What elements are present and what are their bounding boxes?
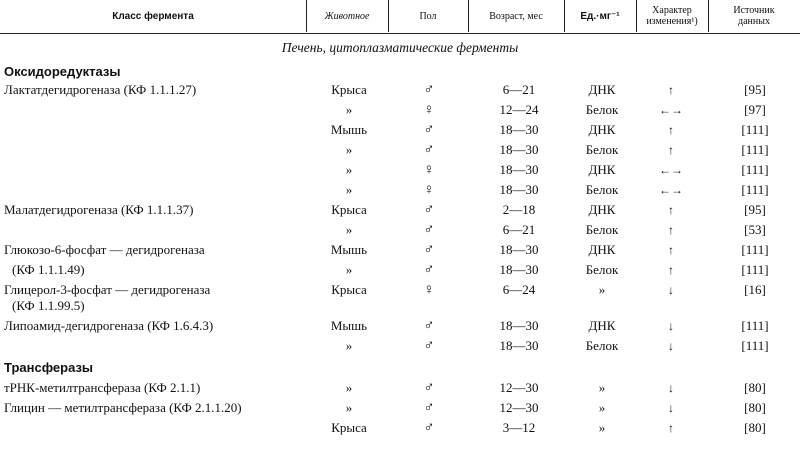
- sex-symbol: ♀: [423, 282, 435, 298]
- header-enzyme-class: Класс фермента: [112, 10, 194, 22]
- table-row: [0, 220, 800, 240]
- unit-cell: Белок: [585, 262, 619, 277]
- header-divider: [468, 0, 469, 32]
- header-divider: [564, 0, 565, 32]
- header-source-line1: Источник: [733, 5, 775, 16]
- age-cell: 18—30: [499, 318, 539, 333]
- age-cell: 2—18: [502, 202, 536, 217]
- sex-symbol: ♂: [423, 142, 435, 158]
- animal-cell: Мышь: [330, 242, 368, 257]
- table-row: [0, 336, 800, 356]
- sex-symbol: ♂: [423, 400, 435, 416]
- sex-symbol: ♂: [423, 242, 435, 258]
- header-change-line1: Характер: [652, 5, 692, 16]
- header-animal: Животное: [324, 10, 370, 22]
- unit-cell: »: [598, 380, 606, 395]
- reference-cell: [111]: [741, 338, 769, 353]
- animal-cell: »: [345, 182, 353, 197]
- animal-cell: »: [345, 338, 353, 353]
- sex-symbol: ♂: [423, 338, 435, 354]
- table-row: [0, 418, 800, 438]
- animal-cell: »: [345, 380, 353, 395]
- reference-cell: [111]: [741, 262, 769, 277]
- reference-cell: [53]: [744, 222, 766, 237]
- unit-cell: »: [598, 400, 606, 415]
- change-arrow-icon: ↓: [668, 401, 674, 415]
- unit-cell: ДНК: [588, 318, 616, 333]
- unit-cell: Белок: [585, 102, 619, 117]
- unit-cell: ДНК: [588, 122, 616, 137]
- sex-symbol: ♂: [423, 318, 435, 334]
- header-divider: [636, 0, 637, 32]
- table-row: [0, 180, 800, 200]
- animal-cell: Крыса: [331, 202, 367, 217]
- sex-symbol: ♂: [423, 380, 435, 396]
- header-bottom-rule: [0, 33, 800, 34]
- change-arrow-icon: ←→: [659, 183, 683, 197]
- enzyme-name: (КФ 1.1.99.5): [12, 298, 85, 313]
- sex-symbol: ♀: [423, 102, 435, 118]
- table-row: [0, 120, 800, 140]
- age-cell: 12—30: [499, 380, 539, 395]
- animal-cell: Мышь: [330, 122, 368, 137]
- enzyme-name: Глицин — метилтрансфераза (КФ 2.1.1.20): [4, 400, 242, 415]
- enzyme-name: Малатдегидрогеназа (КФ 1.1.1.37): [4, 202, 194, 217]
- animal-cell: Мышь: [330, 318, 368, 333]
- animal-cell: »: [345, 142, 353, 157]
- table-row: [0, 316, 800, 336]
- animal-cell: »: [345, 222, 353, 237]
- sex-symbol: ♂: [423, 122, 435, 138]
- header-change: [636, 0, 708, 32]
- enzyme-name: Глюкозо-6-фосфат — дегидрогеназа: [4, 242, 205, 257]
- reference-cell: [111]: [741, 142, 769, 157]
- unit-cell: »: [598, 420, 606, 435]
- reference-cell: [80]: [744, 380, 766, 395]
- animal-cell: »: [345, 102, 353, 117]
- reference-cell: [80]: [744, 420, 766, 435]
- unit-cell: ДНК: [588, 242, 616, 257]
- sex-symbol: ♀: [423, 162, 435, 178]
- table-row: [0, 260, 800, 280]
- animal-cell: Крыса: [331, 282, 367, 297]
- sex-symbol: ♂: [423, 82, 435, 98]
- header-change-line2: изменения¹): [646, 16, 698, 27]
- change-arrow-icon: ↓: [668, 381, 674, 395]
- age-cell: 6—21: [502, 222, 536, 237]
- unit-cell: Белок: [585, 142, 619, 157]
- unit-cell: Белок: [585, 338, 619, 353]
- sex-symbol: ♂: [423, 262, 435, 278]
- change-arrow-icon: ↑: [668, 83, 674, 97]
- age-cell: 6—21: [502, 82, 536, 97]
- sex-symbol: ♂: [423, 222, 435, 238]
- change-arrow-icon: ↑: [668, 203, 674, 217]
- table-row: [0, 140, 800, 160]
- unit-cell: Белок: [585, 182, 619, 197]
- change-arrow-icon: ↑: [668, 421, 674, 435]
- table-row: [0, 240, 800, 260]
- header-divider: [388, 0, 389, 32]
- change-arrow-icon: ↓: [668, 283, 674, 297]
- table-row: [0, 378, 800, 398]
- table-row: [0, 160, 800, 180]
- age-cell: 6—24: [502, 282, 536, 297]
- unit-cell: ДНК: [588, 82, 616, 97]
- enzyme-name: Липоамид-дегидрогеназа (КФ 1.6.4.3): [4, 318, 214, 333]
- age-cell: 18—30: [499, 182, 539, 197]
- age-cell: 18—30: [499, 242, 539, 257]
- enzyme-name: Глицерол-3-фосфат — дегидрогеназа: [4, 282, 211, 297]
- unit-cell: ДНК: [588, 202, 616, 217]
- table-row: [0, 200, 800, 220]
- unit-cell: »: [598, 282, 606, 297]
- change-arrow-icon: ↑: [668, 223, 674, 237]
- header-source: [708, 0, 800, 32]
- age-cell: 12—30: [499, 400, 539, 415]
- age-cell: 18—30: [499, 122, 539, 137]
- animal-cell: »: [345, 400, 353, 415]
- age-cell: 18—30: [499, 142, 539, 157]
- reference-cell: [95]: [744, 82, 766, 97]
- reference-cell: [111]: [741, 318, 769, 333]
- animal-cell: Крыса: [331, 420, 367, 435]
- group-heading-oxidoreductases: Оксидоредуктазы: [4, 64, 121, 79]
- header-divider: [708, 0, 709, 32]
- change-arrow-icon: ↑: [668, 263, 674, 277]
- header-source-line2: данных: [738, 16, 770, 27]
- sex-symbol: ♂: [423, 202, 435, 218]
- table-row: [0, 80, 800, 100]
- reference-cell: [111]: [741, 242, 769, 257]
- header-unit: Ед.·мг⁻¹: [580, 10, 620, 22]
- reference-cell: [111]: [741, 162, 769, 177]
- unit-cell: Белок: [585, 222, 619, 237]
- table-row: [0, 100, 800, 120]
- animal-cell: »: [345, 162, 353, 177]
- change-arrow-icon: ↑: [668, 243, 674, 257]
- age-cell: 12—24: [499, 102, 539, 117]
- header-sex: Пол: [419, 10, 437, 22]
- unit-cell: ДНК: [588, 162, 616, 177]
- reference-cell: [16]: [744, 282, 766, 297]
- reference-cell: [97]: [744, 102, 766, 117]
- table-row: [0, 296, 800, 316]
- reference-cell: [80]: [744, 400, 766, 415]
- enzyme-name: (КФ 1.1.1.49): [12, 262, 85, 277]
- enzyme-name: Лактатдегидрогеназа (КФ 1.1.1.27): [4, 82, 197, 97]
- change-arrow-icon: ↓: [668, 319, 674, 333]
- change-arrow-icon: ←→: [659, 163, 683, 177]
- age-cell: 18—30: [499, 262, 539, 277]
- change-arrow-icon: ↑: [668, 123, 674, 137]
- header-age: Возраст, мес: [489, 10, 543, 22]
- reference-cell: [111]: [741, 182, 769, 197]
- reference-cell: [95]: [744, 202, 766, 217]
- change-arrow-icon: ↓: [668, 339, 674, 353]
- header-divider: [306, 0, 307, 32]
- change-arrow-icon: ↑: [668, 143, 674, 157]
- animal-cell: Крыса: [331, 82, 367, 97]
- reference-cell: [111]: [741, 122, 769, 137]
- table-row: [0, 398, 800, 418]
- enzyme-name: тРНК-метилтрансфераза (КФ 2.1.1): [4, 380, 201, 395]
- age-cell: 3—12: [502, 420, 536, 435]
- sex-symbol: ♀: [423, 182, 435, 198]
- section-title: Печень, цитоплазматические ферменты: [281, 40, 519, 55]
- change-arrow-icon: ←→: [659, 103, 683, 117]
- age-cell: 18—30: [499, 162, 539, 177]
- group-heading-transferases: Трансферазы: [4, 360, 94, 375]
- age-cell: 18—30: [499, 338, 539, 353]
- animal-cell: »: [345, 262, 353, 277]
- sex-symbol: ♂: [423, 420, 435, 436]
